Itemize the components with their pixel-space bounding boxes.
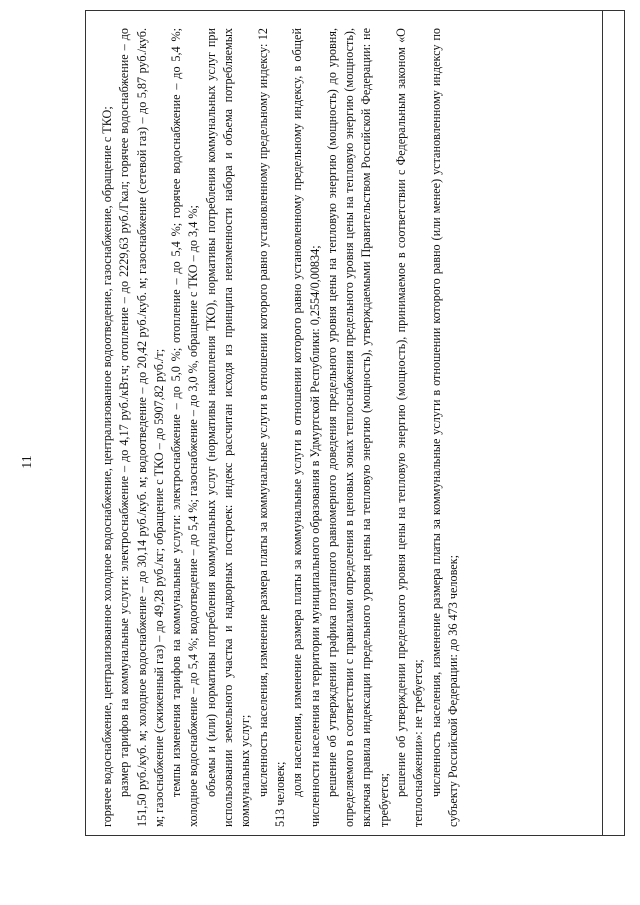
paragraph-services-list: горячее водоснабжение, централизованное холодное водоснабжение, централизованное водоотведение, газоснабжение, обращение с ТКО; <box>100 106 114 827</box>
paragraph-heat-price-limit: решение об утверждении предельного уровня цены на тепловую энергию (мощность), принимаемое в соответствии с Федеральным законом «О теплоснабжении»: не требуется; <box>394 28 426 827</box>
paragraph-tariff-size: размер тарифов на коммунальные услуги: электроснабжение – до 4,17 руб./кВт.ч; отопление – до 2229,63 руб./Гкал; горячее водоснабжение – до 151,50 руб./куб. м; холодное водоснабжение – до 30,14 руб./куб. м; водоотведение – до 20,42 руб./куб. м; газоснабжение (сетевой газ) – до 5,87 руб./куб. м; газоснабжение (сжиженный газ) – до 49,28 руб./кг; обращение с ТКО – до 5907,82 руб./т; <box>117 28 166 827</box>
paragraph-tariff-growth: темпы изменения тарифов на коммунальные услуги: электроснабжение – до 5,0 %; отопление – до 5,4 %; горячее водоснабжение – до 5,4 %; холодное водоснабжение – до 5,4 %; водоотведение – до 5,4 %; газоснабжение – до 3,0 %, обращение с ТКО – до 3,4 %; <box>169 28 201 827</box>
page-number: 11 <box>20 455 35 469</box>
paragraph-population-subject-index: численность населения, изменение размера платы за коммунальные услуги в отношении которого равно (или менее) установленному индексу по субъекту Российской Федерации: до 36 473 человек; <box>428 28 460 827</box>
paragraph-population-share: доля населения, изменение размера платы за коммунальные услуги в отношении которого равно установленному предельному индексу, в общей численности населения на территории муниципального образования в Удмуртской Республики: 0,2554/0,00834; <box>290 28 322 827</box>
paragraph-population-count: численность населения, изменение размера платы за коммунальные услуги в отношении которого равно установленному предельному индексу: 12 513 человек; <box>255 28 287 827</box>
table-cell-text <box>95 20 615 835</box>
paragraph-consumption-norms: объемы и (или) нормативы потребления коммунальных услуг (нормативы накопления ТКО), нормативы потребления коммунальных услуг при использовании земельного участка и надворных построек: индекс рассчитан исходя из принципа неизменности набора и объема потребляемых коммунальных услуг; <box>203 28 253 827</box>
paragraph-heat-price-schedule: решение об утверждении графика поэтапного равномерного доведения предельного уровня цены на тепловую энергию (мощность) до уровня, определяемого в соответствии с правилами определения в ценовых зонах теплоснабжения предельного уровня цены на тепловую энергию (мощность), включая правила индексации предельного уровня цены на тепловую энергию (мощность), утверждаемыми Правительством Российской Федерации: не требуется; <box>324 28 391 827</box>
